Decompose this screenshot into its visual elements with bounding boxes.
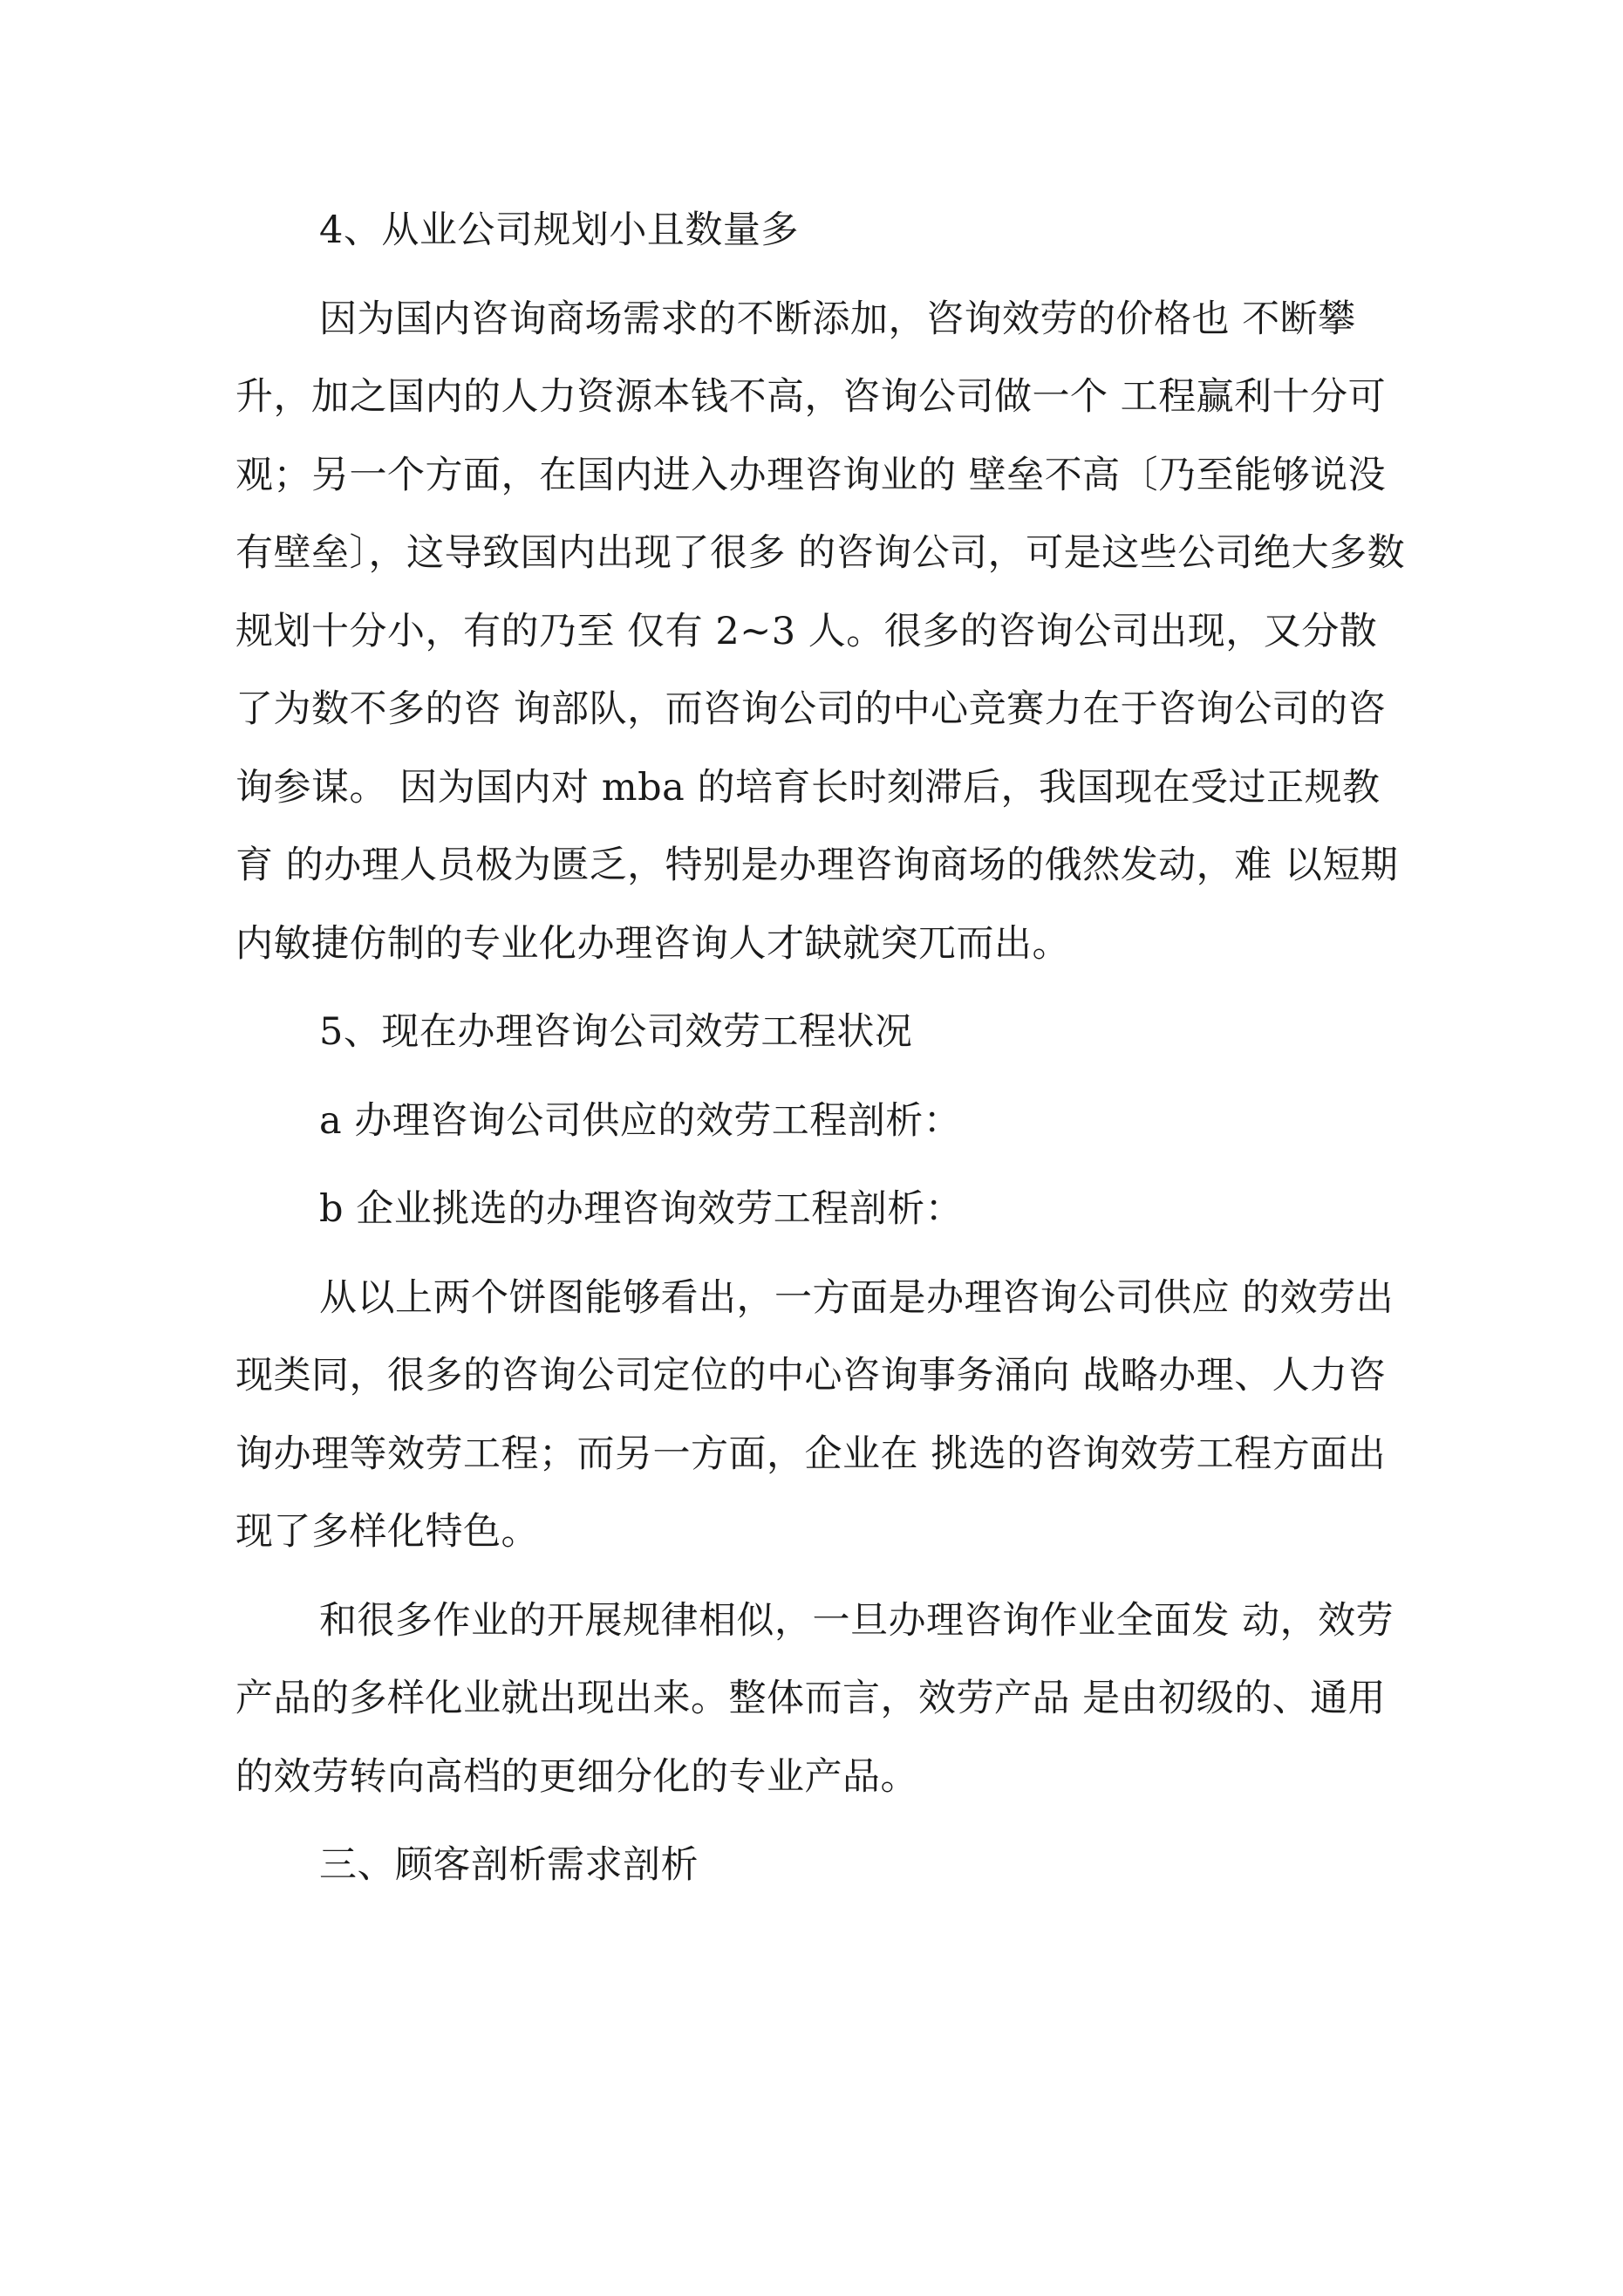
spacer bbox=[235, 1160, 1408, 1171]
section-4-heading: 4、从业公司规划小且数量多 bbox=[319, 208, 799, 252]
spacer bbox=[235, 1572, 1408, 1582]
document-body bbox=[235, 192, 1408, 1905]
section-5-heading: 5、现在办理咨询公司效劳工程状况 bbox=[319, 1010, 913, 1054]
spacer bbox=[235, 1249, 1408, 1260]
section-5-item-a: a 办理咨询公司供应的效劳工程剖析： bbox=[319, 1098, 962, 1143]
spacer bbox=[235, 983, 1408, 994]
section-4-paragraph: 因为国内咨询商场需求的不断添加，咨询效劳的价格也 不断攀升，加之国内的人力资源本钱不高，咨询公司做一个 工程赢利十分可观；另一个方面，在国内进入办理咨询业的 壁垒不高〔乃至能够说没有壁垒〕，这导致国内出现了很多 的咨询公司，可是这些公司绝大多数规划十分小，有的乃至 仅有 2~3 人。很多的咨询公司出现，又分散了为数不多的咨 询部队，而咨询公司的中心竞赛力在于咨询公司的咨询参谋。 因为国内对 mba 的培育长时刻滞后，我国现在受过正规教育 的办理人员极为匮乏，特别是办理咨询商场的俄然发动，难 以短期内敏捷仿制的专业化办理咨询人才缺就突兀而出。 bbox=[235, 297, 1406, 966]
spacer bbox=[235, 270, 1408, 281]
section-5-item-b: b 企业挑选的办理咨询效劳工程剖析： bbox=[319, 1187, 964, 1231]
section-5-paragraph-1: 从以上两个饼图能够看出，一方面是办理咨询公司供应 的效劳出现类同，很多的咨询公司定位的中心咨询事务涌向 战略办理、人力咨询办理等效劳工程；而另一方面，企业在 挑选的咨询效劳工程方面出现了多样化特色。 bbox=[235, 1275, 1395, 1554]
section-5-paragraph-2: 和很多作业的开展规律相似，一旦办理咨询作业全面发 动，效劳产品的多样化业就出现出来。整体而言，效劳产品 是由初级的、通用的效劳转向高档的更细分化的专业产品。 bbox=[235, 1598, 1395, 1799]
spacer bbox=[235, 1816, 1408, 1827]
section-3-heading: 三、顾客剖析需求剖析 bbox=[319, 1843, 699, 1887]
spacer bbox=[235, 1072, 1408, 1083]
